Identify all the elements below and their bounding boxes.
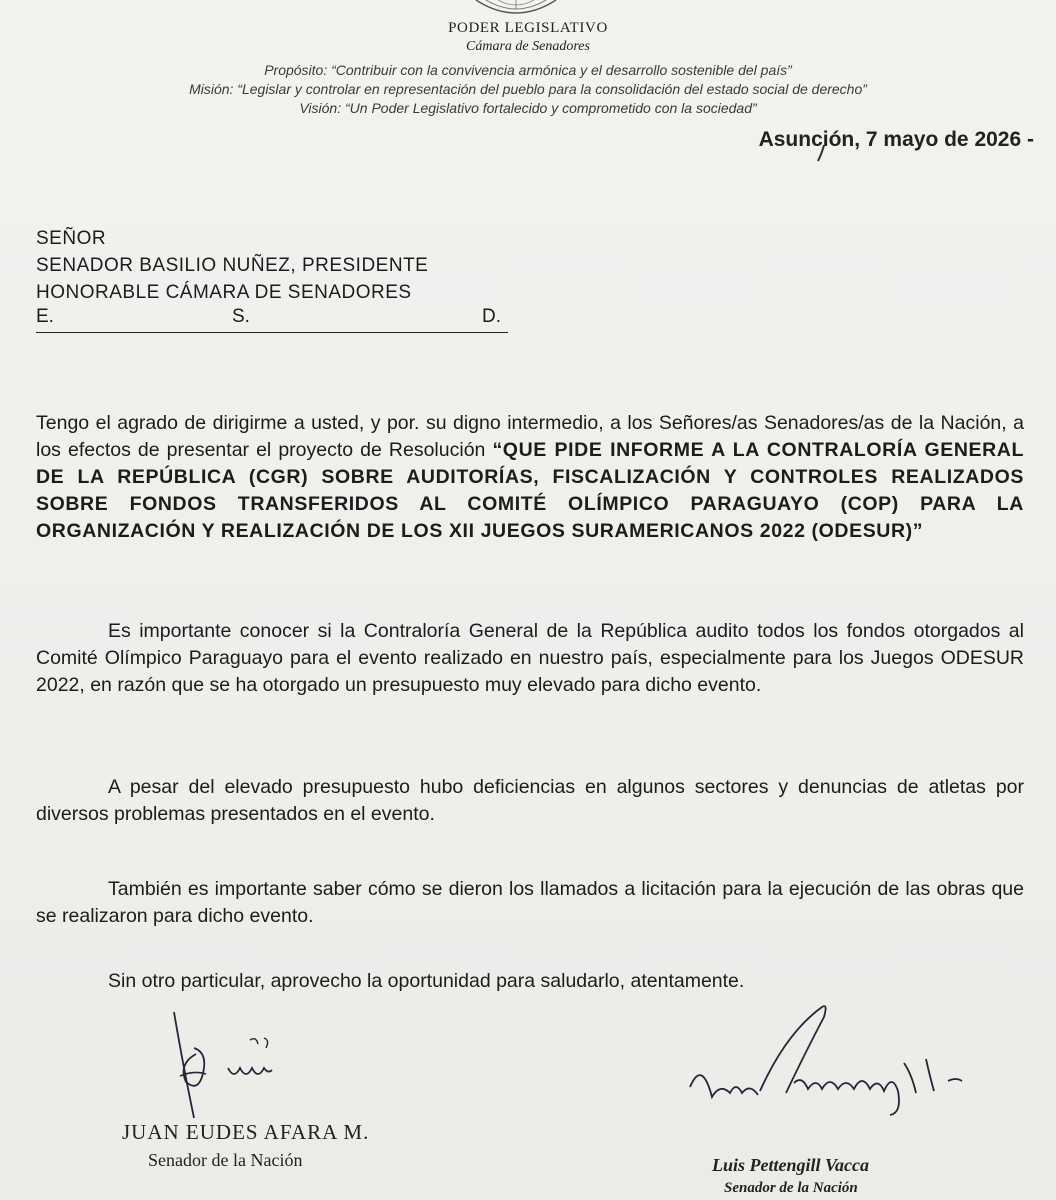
esd-d: D.: [482, 306, 501, 327]
addressee-chamber: HONORABLE CÁMARA DE SENADORES: [36, 282, 412, 303]
purpose-line: Propósito: “Contribuir con la convivencia armónica y el desarrollo sostenible del país”: [264, 62, 792, 78]
right-signer-name: Luis Pettengill Vacca: [712, 1155, 869, 1175]
handwritten-comma-mark: [815, 144, 829, 162]
esd-line: [36, 306, 508, 333]
esd-e: E.: [36, 306, 54, 327]
letter-date: Asunción, 7 mayo de 2026 -: [758, 128, 1034, 151]
project-title: “QUE PIDE INFORME A LA CONTRALORÍA GENERAL DE LA REPÚBLICA (CGR) SOBRE AUDITORÍAS, FISCALIZACIÓN Y CONTROLES REALIZADOS SOBRE FONDOS TRANSFERIDOS AL COMITÉ OLÍMPICO PARAGUAYO (COP) PARA LA ORGANIZACIÓN Y REALIZACIÓN DE LOS XII JUEGOS SURAMERICANOS 2022 (ODESUR)”: [36, 439, 1025, 542]
esd-s: S.: [232, 306, 250, 327]
addressee-name: SENADOR BASILIO NUÑEZ, PRESIDENTE: [36, 255, 429, 276]
chamber-name: Cámara de Senadores: [466, 39, 590, 54]
intro-text: Tengo el agrado de dirigirme a usted, y por. su digno intermedio, a los Señores/as Senadores/as de la Nación, a los efectos de presentar el proyecto de Resolución: [36, 412, 1024, 461]
intro-paragraph: [36, 410, 1024, 545]
left-signature-scribble: [160, 1010, 310, 1120]
paragraph-tenders: También es importante saber cómo se dieron los llamados a licitación para la ejecución de las obras que se realizaron para dicho evento.: [36, 878, 1024, 927]
paragraph-audit: Es importante conocer si la Contraloría General de la República audito todos los fondos otorgados al Comité Olímpico Paraguayo para el evento realizado en nuestro país, especialmente para los Juegos ODESUR 2022, en razón que se ha otorgado un presupuesto muy elevado para dicho evento.: [36, 620, 1024, 696]
institution-name: PODER LEGISLATIVO: [448, 20, 608, 36]
left-signer-title: Senador de la Nación: [148, 1150, 303, 1170]
vision-line: Visión: “Un Poder Legislativo fortalecido y comprometido con la sociedad”: [299, 100, 757, 116]
right-signature-scribble: [676, 1003, 976, 1123]
mission-line: Misión: “Legislar y controlar en representación del pueblo para la consolidación del estado social de derecho”: [189, 81, 867, 97]
right-signer-title: Senador de la Nación: [724, 1180, 858, 1196]
senate-seal-icon: [470, 0, 562, 20]
paragraph-deficiencies: A pesar del elevado presupuesto hubo deficiencias en algunos sectores y denuncias de atletas por diversos problemas presentados en el evento.: [36, 776, 1024, 825]
closing-paragraph: Sin otro particular, aprovecho la oportunidad para saludarlo, atentamente.: [108, 970, 745, 992]
addressee-salutation: SEÑOR: [36, 228, 107, 249]
left-signer-name: JUAN EUDES AFARA M.: [122, 1120, 370, 1144]
